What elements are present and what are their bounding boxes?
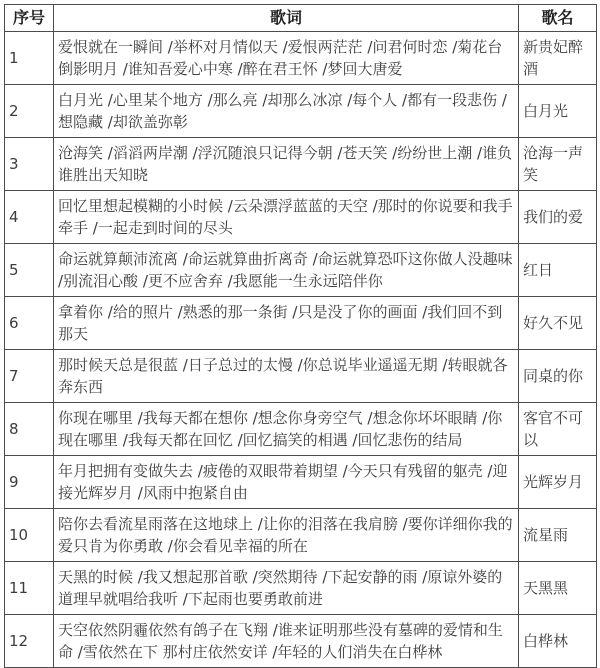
header-row [5, 5, 597, 32]
cell-no: 9 [5, 456, 54, 509]
table-row [5, 32, 597, 85]
cell-no: 3 [5, 138, 54, 191]
cell-title: 红日 [519, 244, 597, 297]
cell-lyrics: 天黑的时候 /我又想起那首歌 /突然期待 /下起安静的雨 /原谅外婆的道理早就唱给我听 /下起雨也要勇敢前进 [54, 562, 519, 615]
table-body [5, 32, 597, 668]
cell-no: 8 [5, 403, 54, 456]
cell-lyrics: 陪你去看流星雨落在这地球上 /让你的泪落在我肩膀 /要你详细你我的爱只肯为你勇敢 /你会看见幸福的所在 [54, 509, 519, 562]
cell-title: 同桌的你 [519, 350, 597, 403]
cell-no: 2 [5, 85, 54, 138]
songs-table [4, 4, 597, 668]
cell-lyrics: 白月光 /心里某个地方 /那么亮 /却那么冰凉 /每个人 /都有一段悲伤 /想隐藏 /却欲盖弥彰 [54, 85, 519, 138]
table-row [5, 350, 597, 403]
cell-lyrics: 拿着你 /给的照片 /熟悉的那一条街 /只是没了你的画面 /我们回不到那天 [54, 297, 519, 350]
cell-title: 白桦林 [519, 615, 597, 668]
column-header-lyrics: 歌词 [54, 5, 519, 32]
cell-title: 我们的爱 [519, 191, 597, 244]
table-header [5, 5, 597, 32]
cell-title: 光辉岁月 [519, 456, 597, 509]
page [0, 4, 600, 661]
cell-title: 好久不见 [519, 297, 597, 350]
table-row [5, 297, 597, 350]
cell-lyrics: 命运就算颠沛流离 /命运就算曲折离奇 /命运就算恐吓这你做人没趣味 /别流泪心酸 /更不应舍弃 /我愿能一生永远陪伴你 [54, 244, 519, 297]
cell-no: 1 [5, 32, 54, 85]
cell-lyrics: 天空依然阴霾依然有鸽子在飞翔 /谁来证明那些没有墓碑的爱情和生命 /雪依然在下 那村庄依然安详 /年轻的人们消失在白桦林 [54, 615, 519, 668]
table-row [5, 85, 597, 138]
table-row [5, 403, 597, 456]
cell-lyrics: 年月把拥有变做失去 /疲倦的双眼带着期望 /今天只有残留的躯壳 /迎接光辉岁月 /风雨中抱紧自由 [54, 456, 519, 509]
cell-lyrics: 沧海笑 /滔滔两岸潮 /浮沉随浪只记得今朝 /苍天笑 /纷纷世上潮 /谁负谁胜出天知晓 [54, 138, 519, 191]
column-header-index: 序号 [5, 5, 54, 32]
table-row [5, 138, 597, 191]
cell-title: 新贵妃醉酒 [519, 32, 597, 85]
cell-no: 7 [5, 350, 54, 403]
table-row [5, 191, 597, 244]
cell-no: 5 [5, 244, 54, 297]
cell-title: 流星雨 [519, 509, 597, 562]
cell-no: 11 [5, 562, 54, 615]
cell-no: 12 [5, 615, 54, 668]
cell-title: 白月光 [519, 85, 597, 138]
cell-lyrics: 回忆里想起模糊的小时候 /云朵漂浮蓝蓝的天空 /那时的你说要和我手牵手 /一起走到时间的尽头 [54, 191, 519, 244]
table-row [5, 562, 597, 615]
column-header-title: 歌名 [519, 5, 597, 32]
table-row [5, 456, 597, 509]
cell-no: 4 [5, 191, 54, 244]
table-row [5, 509, 597, 562]
cell-lyrics: 你现在哪里 /我每天都在想你 /想念你身旁空气 /想念你坏坏眼睛 /你现在哪里 /我每天都在回忆 /回忆搞笑的相遇 /回忆悲伤的结局 [54, 403, 519, 456]
table-row [5, 244, 597, 297]
cell-title: 客官不可以 [519, 403, 597, 456]
table-row [5, 615, 597, 668]
cell-lyrics: 爱恨就在一瞬间 /举杯对月情似天 /爱恨两茫茫 /问君何时恋 /菊花台倒影明月 /谁知吾爱心中寒 /醉在君王怀 /梦回大唐爱 [54, 32, 519, 85]
cell-no: 10 [5, 509, 54, 562]
cell-no: 6 [5, 297, 54, 350]
cell-title: 沧海一声笑 [519, 138, 597, 191]
cell-title: 天黑黑 [519, 562, 597, 615]
cell-lyrics: 那时候天总是很蓝 /日子总过的太慢 /你总说毕业遥遥无期 /转眼就各奔东西 [54, 350, 519, 403]
